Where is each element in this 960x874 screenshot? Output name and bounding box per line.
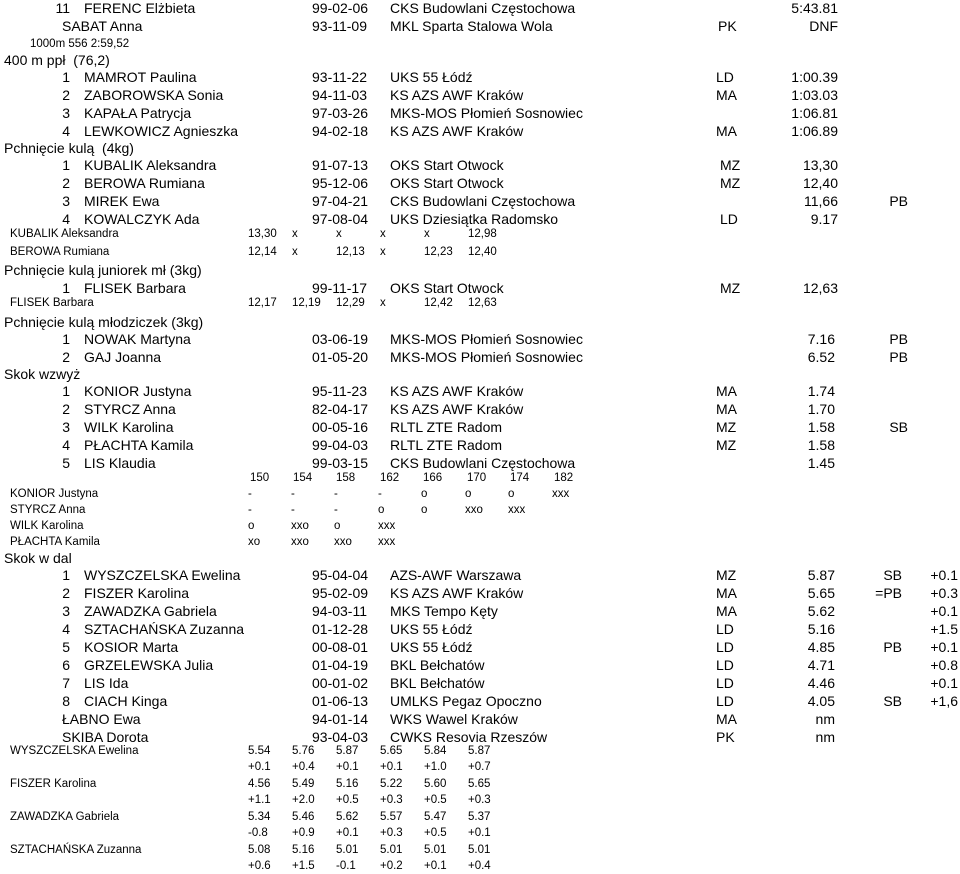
birth-date: 00-01-02: [312, 675, 369, 691]
club: AZS-AWF Warszawa: [390, 567, 522, 583]
attempt: 5.60: [424, 778, 447, 790]
category: MA: [716, 401, 737, 417]
wind: +0.1: [930, 675, 958, 691]
place: 3: [62, 105, 70, 121]
athlete-name: LIS Ida: [84, 675, 129, 691]
result: 1:06.89: [791, 123, 838, 139]
place: 11: [55, 0, 70, 16]
attempt-wind: +0.3: [380, 827, 403, 839]
category: MA: [716, 585, 737, 601]
attempt: -: [291, 504, 295, 516]
category: MZ: [716, 437, 737, 453]
result: 1:06.81: [791, 105, 838, 121]
athlete-name: WYSZCZELSKA Ewelina: [84, 567, 241, 583]
attempt: 5.57: [380, 811, 403, 823]
category: LD: [716, 675, 734, 691]
birth-date: 01-04-19: [312, 657, 369, 673]
club: KS AZS AWF Kraków: [390, 383, 524, 399]
birth-date: 97-04-21: [312, 193, 369, 209]
attempt: o: [465, 488, 472, 500]
category: LD: [720, 211, 738, 227]
birth-date: 94-03-11: [312, 603, 368, 619]
athlete-name: ŁABNO Ewa: [62, 711, 141, 727]
attempt-wind: +0.1: [336, 761, 359, 773]
athlete-name: FISZER Karolina: [10, 778, 97, 790]
result: nm: [815, 729, 835, 745]
category: MA: [716, 123, 737, 139]
attempt: 12,23: [424, 246, 453, 258]
result: 1.45: [807, 455, 835, 471]
attempt: 12,42: [424, 297, 453, 309]
attempt: 5.47: [424, 811, 447, 823]
athlete-name: MIREK Ewa: [84, 193, 160, 209]
bar-height: 174: [510, 472, 530, 484]
attempt-wind: -0.1: [336, 860, 356, 872]
attempt: 12,63: [468, 297, 497, 309]
athlete-name: SZTACHAŃSKA Zuzanna: [10, 844, 142, 856]
birth-date: 94-02-18: [312, 123, 369, 139]
wind: +0.8: [930, 657, 958, 673]
record-note: SB: [883, 693, 902, 709]
birth-date: 01-06-13: [312, 693, 369, 709]
attempt: o: [378, 504, 385, 516]
category: LD: [716, 639, 734, 655]
athlete-name: KONIOR Justyna: [10, 488, 99, 500]
result: 1.58: [807, 419, 835, 435]
club: MKS Tempo Kęty: [390, 603, 498, 619]
attempt: -: [291, 488, 295, 500]
record-note: PB: [889, 331, 908, 347]
athlete-name: NOWAK Martyna: [84, 331, 191, 347]
birth-date: 95-12-06: [312, 175, 369, 191]
birth-date: 95-02-09: [312, 585, 369, 601]
result: 1.70: [807, 401, 835, 417]
birth-date: 95-11-23: [312, 383, 368, 399]
place: 3: [62, 419, 70, 435]
athlete-name: FISZER Karolina: [84, 585, 190, 601]
attempt: 5.46: [292, 811, 315, 823]
bar-height: 166: [423, 472, 443, 484]
category: LD: [716, 693, 734, 709]
result: 4.85: [807, 639, 835, 655]
athlete-name: SZTACHAŃSKA Zuzanna: [84, 621, 245, 637]
attempt: -: [334, 488, 338, 500]
attempt: xxo: [291, 536, 309, 548]
place: 4: [62, 123, 70, 139]
record-note: =PB: [875, 585, 902, 601]
result: 13,30: [802, 157, 838, 173]
club: UKS 55 Łódź: [390, 69, 473, 85]
result: 1:00.39: [791, 69, 838, 85]
club: MKS-MOS Płomień Sosnowiec: [390, 331, 583, 347]
birth-date: 01-05-20: [312, 349, 369, 365]
category: MA: [716, 87, 737, 103]
attempt: 5.08: [248, 844, 271, 856]
attempt: 12,29: [336, 297, 365, 309]
attempt-wind: +1.0: [424, 761, 447, 773]
club: OKS Start Otwock: [390, 280, 504, 296]
athlete-name: KOWALCZYK Ada: [84, 211, 200, 227]
athlete-name: KUBALIK Aleksandra: [10, 228, 119, 240]
category: MA: [716, 383, 737, 399]
birth-date: 94-11-03: [312, 87, 368, 103]
bar-height: 150: [250, 472, 270, 484]
attempt: 5.62: [336, 811, 359, 823]
club: BKL Bełchatów: [390, 675, 485, 691]
attempt: 5.37: [468, 811, 491, 823]
attempt: xxx: [508, 504, 526, 516]
birth-date: 00-05-16: [312, 419, 369, 435]
place: 1: [62, 567, 70, 583]
place: 7: [62, 675, 70, 691]
attempt-wind: +0.5: [336, 794, 359, 806]
birth-date: 93-04-03: [312, 729, 369, 745]
club: MKS-MOS Płomień Sosnowiec: [390, 349, 583, 365]
result: DNF: [809, 18, 838, 34]
result: 9.17: [810, 211, 838, 227]
attempt: 12,19: [292, 297, 321, 309]
attempt-wind: +1.1: [248, 794, 271, 806]
attempt-wind: +2.0: [292, 794, 315, 806]
attempt-wind: +0.5: [424, 827, 447, 839]
category: PK: [716, 729, 735, 745]
result: 1.74: [807, 383, 835, 399]
athlete-name: KOSIOR Marta: [84, 639, 179, 655]
attempt: 5.65: [380, 745, 403, 757]
place: 1: [62, 331, 70, 347]
club: RLTL ZTE Radom: [390, 437, 503, 453]
athlete-name: WYSZCZELSKA Ewelina: [10, 745, 139, 757]
result: 4.05: [807, 693, 835, 709]
club: OKS Start Otwock: [390, 175, 504, 191]
birth-date: 91-07-13: [312, 157, 369, 173]
club: UKS 55 Łódź: [390, 621, 473, 637]
attempt-wind: +0.1: [468, 827, 491, 839]
place: 2: [62, 349, 70, 365]
result: 5:43.81: [791, 0, 838, 16]
birth-date: 99-02-06: [312, 0, 369, 16]
attempt-wind: +0.1: [336, 827, 359, 839]
attempt-wind: +0.5: [424, 794, 447, 806]
club: UKS Dziesiątka Radomsko: [390, 211, 559, 227]
attempt: 5.34: [248, 811, 271, 823]
result: 12,40: [802, 175, 838, 191]
result: nm: [815, 711, 835, 727]
club: CKS Budowlani Częstochowa: [390, 0, 576, 16]
result: 12,63: [802, 280, 838, 296]
attempt-wind: +0.4: [468, 860, 491, 872]
attempt-wind: +0.2: [380, 860, 403, 872]
category: LD: [716, 657, 734, 673]
attempt: x: [424, 228, 430, 240]
birth-date: 97-03-26: [312, 105, 369, 121]
result: 1:03.03: [791, 87, 838, 103]
category: PK: [718, 18, 737, 34]
athlete-name: BEROWA Rumiana: [10, 246, 110, 258]
attempt-wind: -0.8: [248, 827, 268, 839]
birth-date: 97-08-04: [312, 211, 369, 227]
category: MZ: [720, 157, 741, 173]
club: KS AZS AWF Kraków: [390, 401, 524, 417]
birth-date: 95-04-04: [312, 567, 369, 583]
attempt: 5.01: [468, 844, 491, 856]
attempt: 12,40: [468, 246, 497, 258]
attempt: -: [334, 504, 338, 516]
place: 3: [62, 193, 70, 209]
category: MZ: [720, 175, 741, 191]
place: 5: [62, 639, 70, 655]
record-note: PB: [889, 349, 908, 365]
place: 2: [62, 87, 70, 103]
attempt: xo: [248, 536, 261, 548]
record-note: SB: [889, 419, 908, 435]
place: 4: [62, 621, 70, 637]
club: MKL Sparta Stalowa Wola: [390, 18, 553, 34]
birth-date: 01-12-28: [312, 621, 369, 637]
athlete-name: ZAWADZKA Gabriela: [10, 811, 120, 823]
athlete-name: FLISEK Barbara: [84, 280, 186, 296]
attempt-wind: +0.1: [248, 761, 271, 773]
athlete-name: KUBALIK Aleksandra: [84, 157, 217, 173]
attempt: xxo: [465, 504, 483, 516]
place: 6: [62, 657, 70, 673]
athlete-name: PŁACHTA Kamila: [10, 536, 100, 548]
attempt-wind: +1.5: [292, 860, 315, 872]
attempt: o: [334, 520, 341, 532]
bar-height: 170: [467, 472, 487, 484]
attempt: 5.22: [380, 778, 403, 790]
athlete-name: SKIBA Dorota: [62, 729, 149, 745]
club: UKS 55 Łódź: [390, 639, 473, 655]
attempt-wind: +0.1: [380, 761, 403, 773]
attempt-wind: +0.7: [468, 761, 491, 773]
place: 4: [62, 211, 70, 227]
bar-height: 182: [554, 472, 574, 484]
attempt: x: [336, 228, 342, 240]
attempt: xxx: [552, 488, 570, 500]
birth-date: 94-01-14: [312, 711, 369, 727]
result: 7.16: [807, 331, 835, 347]
birth-date: 99-11-17: [312, 280, 368, 296]
club: RLTL ZTE Radom: [390, 419, 503, 435]
result: 5.65: [807, 585, 835, 601]
athlete-name: FLISEK Barbara: [10, 297, 94, 309]
attempt-wind: +0.3: [468, 794, 491, 806]
attempt: xxo: [291, 520, 309, 532]
place: 4: [62, 437, 70, 453]
attempt: 5.87: [468, 745, 491, 757]
club: WKS Wawel Kraków: [390, 711, 518, 727]
athlete-name: FERENC Elżbieta: [84, 0, 196, 16]
athlete-name: WILK Karolina: [10, 520, 84, 532]
club: MKS-MOS Płomień Sosnowiec: [390, 105, 583, 121]
athlete-name: MAMROT Paulina: [84, 69, 197, 85]
attempt: 5.54: [248, 745, 271, 757]
attempt: 5.84: [424, 745, 447, 757]
place: 1: [62, 280, 70, 296]
club: CKS Budowlani Częstochowa: [390, 455, 576, 471]
attempt: x: [380, 246, 386, 258]
attempt: o: [421, 504, 428, 516]
attempt: 5.65: [468, 778, 491, 790]
athlete-name: ZAWADZKA Gabriela: [84, 603, 217, 619]
birth-date: 82-04-17: [312, 401, 369, 417]
club: OKS Start Otwock: [390, 157, 504, 173]
athlete-name: BEROWA Rumiana: [84, 175, 205, 191]
athlete-name: CIACH Kinga: [84, 693, 168, 709]
attempt-wind: +0.4: [292, 761, 315, 773]
attempt: 5.16: [336, 778, 359, 790]
place: 2: [62, 401, 70, 417]
place: 8: [62, 693, 70, 709]
club: BKL Bełchatów: [390, 657, 485, 673]
attempt: x: [292, 228, 298, 240]
athlete-name: WILK Karolina: [84, 419, 174, 435]
attempt-wind: +0.9: [292, 827, 315, 839]
attempt-wind: +0.6: [248, 860, 271, 872]
wind: +0.3: [930, 585, 958, 601]
birth-date: 03-06-19: [312, 331, 369, 347]
athlete-name: STYRCZ Anna: [84, 401, 176, 417]
category: LD: [716, 69, 734, 85]
wind: +1.5: [930, 621, 958, 637]
birth-date: 00-08-01: [312, 639, 369, 655]
attempt: o: [508, 488, 515, 500]
attempt: x: [380, 228, 386, 240]
category: MA: [716, 603, 737, 619]
place: 1: [62, 69, 70, 85]
attempt: 12,14: [248, 246, 277, 258]
place: 1: [62, 383, 70, 399]
birth-date: 93-11-22: [312, 69, 368, 85]
record-note: PB: [883, 639, 902, 655]
category: MA: [716, 711, 737, 727]
attempt: -: [378, 488, 382, 500]
birth-date: 99-03-15: [312, 455, 369, 471]
club: CWKS Resovia Rzeszów: [390, 729, 548, 745]
attempt: 12,17: [248, 297, 277, 309]
category: MZ: [720, 280, 741, 296]
category: MZ: [716, 567, 737, 583]
attempt: 5.87: [336, 745, 359, 757]
athlete-name: PŁACHTA Kamila: [84, 437, 194, 453]
attempt: xxx: [378, 536, 396, 548]
attempt: 5.01: [336, 844, 359, 856]
attempt: -: [248, 504, 252, 516]
category: LD: [716, 621, 734, 637]
attempt: xxo: [334, 536, 352, 548]
bar-height: 154: [293, 472, 313, 484]
place: 1: [62, 157, 70, 173]
athlete-name: GAJ Joanna: [84, 349, 162, 365]
place: 2: [62, 175, 70, 191]
attempt: o: [421, 488, 428, 500]
athlete-name: LIS Klaudia: [84, 455, 156, 471]
attempt: 12,13: [336, 246, 365, 258]
club: KS AZS AWF Kraków: [390, 585, 524, 601]
attempt-wind: +0.1: [424, 860, 447, 872]
attempt: x: [292, 246, 298, 258]
attempt: 5.16: [292, 844, 315, 856]
result: 4.46: [807, 675, 835, 691]
place: 3: [62, 603, 70, 619]
attempt: o: [248, 520, 255, 532]
athlete-name: KAPAŁA Patrycja: [84, 105, 192, 121]
record-note: PB: [889, 193, 908, 209]
athlete-name: GRZELEWSKA Julia: [84, 657, 214, 673]
athlete-name: LEWKOWICZ Agnieszka: [84, 123, 239, 139]
attempt-wind: +0.3: [380, 794, 403, 806]
attempt: 5.01: [424, 844, 447, 856]
athlete-name: ZABOROWSKA Sonia: [84, 87, 224, 103]
result: 5.87: [807, 567, 835, 583]
athlete-name: STYRCZ Anna: [10, 504, 86, 516]
wind: +0.1: [930, 639, 958, 655]
wind: +1,6: [930, 693, 958, 709]
wind: +0.1: [930, 567, 958, 583]
birth-date: 93-11-09: [312, 18, 368, 34]
club: CKS Budowlani Częstochowa: [390, 193, 576, 209]
attempt: 5.76: [292, 745, 315, 757]
attempt: 13,30: [248, 228, 277, 240]
club: KS AZS AWF Kraków: [390, 87, 524, 103]
result: 5.62: [807, 603, 835, 619]
club: KS AZS AWF Kraków: [390, 123, 524, 139]
record-note: SB: [883, 567, 902, 583]
result: 5.16: [807, 621, 835, 637]
category: MZ: [716, 419, 737, 435]
club: UMLKS Pegaz Opoczno: [390, 693, 542, 709]
result: 4.71: [807, 657, 835, 673]
wind: +0.1: [930, 603, 958, 619]
result: 1.58: [807, 437, 835, 453]
bar-height: 162: [380, 472, 400, 484]
result: 6.52: [807, 349, 835, 365]
result: 11,66: [804, 193, 838, 209]
attempt: xxx: [378, 520, 396, 532]
athlete-name: KONIOR Justyna: [84, 383, 192, 399]
bar-height: 158: [336, 472, 356, 484]
attempt: 5.49: [292, 778, 315, 790]
attempt: 5.01: [380, 844, 403, 856]
place: 2: [62, 585, 70, 601]
attempt: -: [248, 488, 252, 500]
birth-date: 99-04-03: [312, 437, 369, 453]
place: 5: [62, 455, 70, 471]
attempt: 4.56: [248, 778, 271, 790]
attempt: 12,98: [468, 228, 497, 240]
attempt: x: [380, 297, 386, 309]
athlete-name: SABAT Anna: [62, 18, 143, 34]
